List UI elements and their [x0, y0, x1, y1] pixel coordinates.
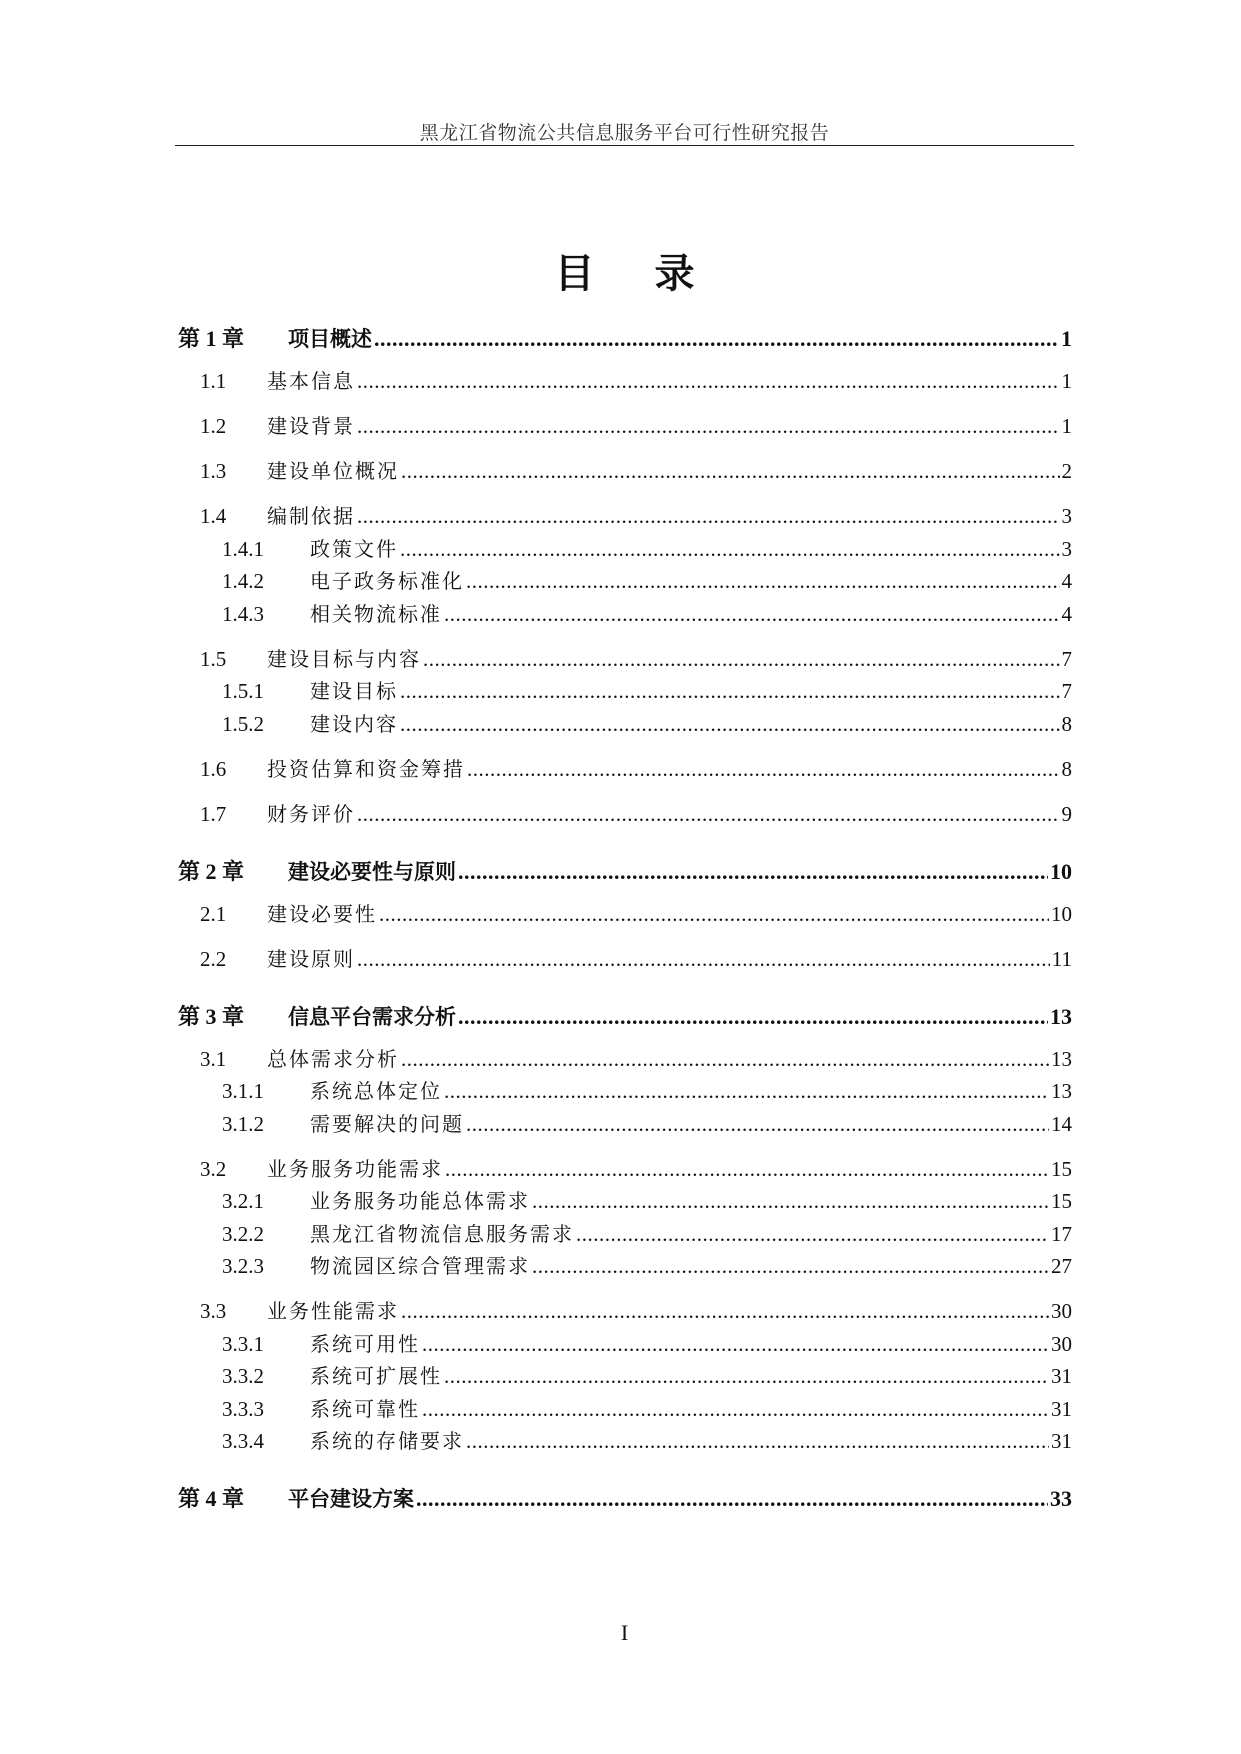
dot-leader [357, 802, 1060, 827]
toc-entry-title: 编制依据 [267, 504, 355, 528]
toc-entry-page: 3 [1061, 536, 1072, 561]
toc-entry-title: 建设必要性 [267, 901, 377, 926]
toc-entry-title: 物流园区综合管理需求 [310, 1254, 530, 1278]
toc-entry-sub[interactable] [222, 533, 1072, 562]
toc-entry-chapter[interactable] [178, 1000, 1072, 1031]
toc-entry-page: 9 [1061, 801, 1072, 826]
dot-leader [458, 859, 1048, 885]
toc-entry-number: 1.4 [200, 504, 227, 528]
dot-leader [422, 1397, 1049, 1422]
toc-entry-sub[interactable] [222, 1108, 1072, 1137]
toc-entry-sub[interactable] [222, 1328, 1072, 1357]
toc-entry-sub[interactable] [222, 1075, 1072, 1104]
dot-leader [466, 1429, 1049, 1454]
toc-entry-page: 15 [1051, 1156, 1072, 1181]
toc-entry-page: 8 [1061, 756, 1072, 781]
dot-leader [357, 504, 1060, 529]
toc-entry-number: 3.3.3 [222, 1396, 264, 1421]
toc-entry-title: 建设单位概况 [267, 459, 399, 483]
dot-leader [466, 1112, 1049, 1137]
toc-entry-title: 需要解决的问题 [310, 1111, 464, 1136]
dot-leader [423, 647, 1060, 672]
dot-leader [400, 679, 1060, 704]
toc-entry-page: 1 [1061, 369, 1072, 393]
toc-entry-number: 第 3 章 [178, 1003, 245, 1029]
toc-entry-page: 10 [1050, 858, 1072, 884]
toc-entry-title: 建设必要性与原则 [288, 859, 456, 884]
toc-title: 目录 [554, 251, 755, 297]
dot-leader [357, 947, 1050, 972]
toc-entry-sub[interactable] [222, 1425, 1072, 1454]
toc-entry-page: 14 [1051, 1111, 1072, 1136]
toc-entry-chapter[interactable] [178, 322, 1072, 353]
toc-entry-sub[interactable] [222, 1360, 1072, 1389]
toc-entry-section[interactable] [200, 1295, 1072, 1324]
toc-entry-sub[interactable] [222, 1185, 1072, 1214]
toc-entry-number: 第 1 章 [178, 326, 245, 351]
toc-entry-title: 业务服务功能总体需求 [310, 1189, 530, 1213]
toc-entry-number: 1.2 [200, 414, 227, 438]
toc-entry-title: 建设原则 [267, 946, 355, 971]
toc-entry-title: 投资估算和资金筹措 [267, 756, 465, 781]
toc-entry-title: 黑龙江省物流信息服务需求 [310, 1221, 574, 1246]
dot-leader [532, 1189, 1049, 1214]
toc-entry-number: 3.3.1 [222, 1331, 264, 1356]
dot-leader [379, 902, 1049, 927]
toc-entry-number: 1.3 [200, 459, 227, 483]
toc-entry-number: 3.1.2 [222, 1111, 264, 1136]
dot-leader [576, 1222, 1049, 1247]
toc-entry-page: 17 [1051, 1221, 1072, 1246]
dot-leader [401, 1047, 1049, 1072]
toc-entry-number: 3.1.1 [222, 1079, 264, 1103]
toc-entry-title: 系统总体定位 [310, 1079, 442, 1103]
toc-entry-number: 1.4.1 [222, 536, 264, 561]
toc-entry-number: 第 2 章 [178, 858, 245, 884]
toc-entry-chapter[interactable] [178, 855, 1072, 886]
page-number: I [620, 1620, 629, 1645]
toc-entry-page: 10 [1051, 901, 1072, 926]
toc-entry-title: 平台建设方案 [288, 1487, 414, 1511]
dot-leader [401, 1299, 1049, 1324]
dot-leader [374, 326, 1059, 352]
toc-entry-title: 信息平台需求分析 [288, 1004, 456, 1029]
toc-entry-page: 30 [1051, 1331, 1072, 1356]
dot-leader [357, 414, 1060, 439]
toc-entry-title: 系统可靠性 [310, 1396, 420, 1421]
toc-entry-number: 1.5 [200, 646, 227, 671]
toc-entry-title: 财务评价 [267, 801, 355, 826]
toc-entry-number: 1.4.2 [222, 569, 264, 593]
toc-entry-section[interactable] [200, 643, 1072, 672]
toc-entry-number: 1.5.2 [222, 711, 264, 736]
toc-entry-page: 11 [1051, 946, 1072, 971]
toc-entry-title: 建设内容 [310, 711, 398, 736]
toc-entry-section[interactable] [200, 798, 1072, 827]
dot-leader [357, 369, 1060, 394]
dot-leader [400, 537, 1060, 562]
toc-entry-section[interactable] [200, 500, 1072, 529]
toc-entry-title: 系统的存储要求 [310, 1429, 464, 1453]
dot-leader [444, 1079, 1049, 1104]
toc-entry-number: 3.1 [200, 1046, 227, 1071]
toc-entry-sub[interactable] [222, 675, 1072, 704]
toc-entry-number: 2.1 [200, 901, 227, 926]
toc-entry-section[interactable] [200, 410, 1072, 439]
toc-entry-title: 业务性能需求 [267, 1299, 399, 1323]
toc-entry-page: 4 [1061, 601, 1072, 626]
toc-entry-number: 3.2 [200, 1156, 227, 1181]
toc-entry-number: 3.3 [200, 1299, 227, 1323]
toc-entry-page: 1 [1061, 414, 1072, 438]
toc-entry-sub[interactable] [222, 565, 1072, 594]
toc-entry-number: 1.4.3 [222, 601, 264, 626]
toc-entry-title: 政策文件 [310, 536, 398, 561]
dot-leader [400, 712, 1060, 737]
toc-entry-section[interactable] [200, 365, 1072, 394]
toc-entry-title: 建设目标与内容 [267, 646, 421, 671]
toc-entry-section[interactable] [200, 1153, 1072, 1182]
toc-entry-title: 建设目标 [310, 679, 398, 703]
toc-entry-number: 1.5.1 [222, 679, 264, 703]
toc-entry-page: 1 [1061, 326, 1072, 351]
toc-entry-number: 3.3.4 [222, 1429, 264, 1453]
toc-entry-number: 3.2.2 [222, 1221, 264, 1246]
toc-entry-number: 3.2.3 [222, 1254, 264, 1278]
toc-entry-page: 31 [1051, 1429, 1072, 1453]
dot-leader [416, 1486, 1048, 1512]
toc-entry-title: 建设背景 [267, 414, 355, 438]
toc-entry-page: 2 [1061, 459, 1072, 483]
dot-leader [467, 757, 1060, 782]
toc-entry-section[interactable] [200, 943, 1072, 972]
toc-entry-sub[interactable] [222, 1250, 1072, 1279]
toc-entry-number: 1.1 [200, 369, 227, 393]
toc-entry-title: 系统可扩展性 [310, 1364, 442, 1388]
dot-leader [444, 602, 1060, 627]
toc-entry-page: 8 [1061, 711, 1072, 736]
running-header: 黑龙江省物流公共信息服务平台可行性研究报告 [419, 123, 830, 144]
toc-entry-section[interactable] [200, 753, 1072, 782]
toc-entry-page: 13 [1051, 1079, 1072, 1103]
dot-leader [445, 1157, 1049, 1182]
dot-leader [466, 569, 1060, 594]
toc-entry-chapter[interactable] [178, 1482, 1072, 1513]
toc-entry-page: 30 [1051, 1299, 1072, 1323]
toc-entry-title: 基本信息 [267, 369, 355, 393]
toc-entry-section[interactable] [200, 898, 1072, 927]
toc-entry-sub[interactable] [222, 708, 1072, 737]
toc-entry-section[interactable] [200, 1043, 1072, 1072]
toc-entry-number: 3.2.1 [222, 1189, 264, 1213]
dot-leader [422, 1332, 1049, 1357]
dot-leader [444, 1364, 1049, 1389]
toc-entry-title: 业务服务功能需求 [267, 1156, 443, 1181]
toc-entry-page: 13 [1050, 1003, 1072, 1029]
toc-entry-sub[interactable] [222, 1393, 1072, 1422]
toc-entry-page: 4 [1061, 569, 1072, 593]
toc-entry-number: 第 4 章 [178, 1486, 245, 1511]
toc-entry-sub[interactable] [222, 1218, 1072, 1247]
dot-leader [458, 1004, 1048, 1030]
toc-entry-number: 1.7 [200, 801, 227, 826]
toc-entry-page: 3 [1061, 504, 1072, 528]
toc-entry-title: 总体需求分析 [267, 1046, 399, 1071]
toc-entry-page: 27 [1051, 1254, 1072, 1278]
toc-entry-title: 项目概述 [288, 327, 372, 351]
dot-leader [401, 459, 1060, 484]
toc-entry-page: 15 [1051, 1189, 1072, 1213]
toc-entry-number: 1.6 [200, 756, 227, 781]
toc-entry-page: 31 [1051, 1364, 1072, 1388]
dot-leader [532, 1254, 1049, 1279]
toc-entry-page: 7 [1061, 646, 1072, 671]
toc-entry-page: 33 [1050, 1486, 1072, 1511]
toc-entry-page: 13 [1051, 1046, 1072, 1071]
toc-entry-title: 系统可用性 [310, 1331, 420, 1356]
toc-entry-section[interactable] [200, 455, 1072, 484]
toc-entry-title: 相关物流标准 [310, 601, 442, 626]
toc-entry-page: 7 [1061, 679, 1072, 703]
toc-entry-number: 2.2 [200, 946, 227, 971]
toc-entry-title: 电子政务标准化 [310, 569, 464, 593]
toc-entry-number: 3.3.2 [222, 1364, 264, 1388]
toc-entry-page: 31 [1051, 1396, 1072, 1421]
toc-entry-sub[interactable] [222, 598, 1072, 627]
